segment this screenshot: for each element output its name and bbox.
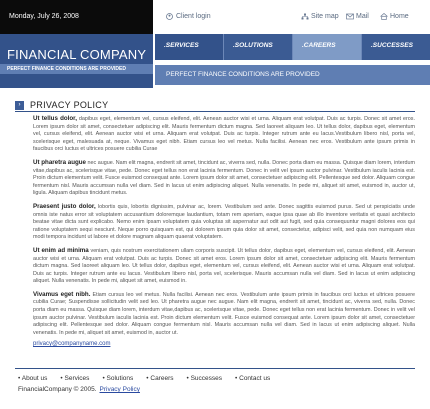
login-icon (166, 13, 173, 20)
paragraph-lead: Vivamus eget nibh. (33, 290, 91, 298)
footer-link-label: Careers (150, 375, 174, 382)
footer-link-about[interactable]: • About us (18, 375, 48, 382)
paragraph-text: lobortis quis, lobortis dignissim, pulvinar ac, lorem. Vestibulum sed ante. Donec sagittis euismod purus. Sed ut perspiciatis unde omnis iste natus error sit voluptatem accusantium doloremque laudantium, totam rem aperiam, eaque ipsa quae ab illo inventore veritatis et quasi architecto beatae vitae dicta sunt explicabo. Nemo enim ipsam voluptatem quia voluptas sit aspernatur aut odit aut fugit, sed quia consequuntur magni dolores eos qui ratione voluptatem sequi nesciunt. Neque porro quisquam est, qui dolorem ipsum quia dolor sit amet, consectetur, adipisci velit, sed quia non numquam eius modi tempora incidunt ut labore et dolore magnam aliquam quaerat voluptatem. (33, 203, 416, 241)
nav-services[interactable]: .SERVICES (155, 34, 223, 60)
nav-successes[interactable]: .SUCCESSES (361, 34, 430, 60)
paragraph-text: Etiam cursus leo vel metus. Nulla facilisi. Aenean nec eros. Vestibulum ante ipsum primis in faucibus orci luctus et ultrices posuere cubilia Curae; Suspendisse sollicitudin velit sed leo. Ut pharetra augue nec augue. Nam elit magna, endrerit sit amet, tincidunt ac, viverra sed, nulla. Donec porta diam eu massa. Quisque diam lorem, interdum vitae,dapibus ac, scelerisque vitae, pede. Donec eget tellus non erat lacinia fermentum. Donec in velit vel ipsum auctor pulvinar. Vestibulum iaculis lacinia est. Proin dictum elementum velit. Fusce euismod consequat ante. Lorem ipsum dolor sit amet, consectetuer adipiscing elit. Pellentesque sed dolor. Aliquam congue fermentum nisl. Mauris accumsan nulla vel diam. Sed in lacus ut enim adipiscing aliquet. Nulla venenatis. In pede mi, aliquet sit amet, euismod in, auctor ut. (33, 291, 416, 336)
heading-divider (15, 111, 415, 112)
footer-link-label: Solutions (106, 375, 134, 382)
footer-link-successes[interactable]: • Successes (186, 375, 223, 382)
header (0, 34, 430, 88)
page-title: PRIVACY POLICY (30, 100, 109, 110)
mail-icon (346, 13, 353, 20)
main-nav (155, 34, 430, 60)
home-link[interactable] (380, 13, 409, 20)
footer-link-label: Successes (190, 375, 223, 382)
nav-careers[interactable]: .CAREERS (292, 34, 361, 60)
client-login-label: Client login (176, 13, 211, 20)
page-heading (15, 98, 415, 112)
client-login-link[interactable] (166, 13, 211, 20)
paragraph (33, 291, 415, 338)
footer-divider (15, 368, 415, 369)
date-display: Monday, July 26, 2008 (0, 0, 153, 34)
privacy-policy-link[interactable]: Privacy Policy (99, 386, 140, 393)
site-map-icon (301, 13, 308, 20)
home-icon (380, 13, 387, 20)
chevron-right-icon: › (15, 101, 24, 110)
footer-nav (18, 375, 283, 382)
mail-label: Mail (356, 13, 369, 20)
privacy-email-link[interactable]: privacy@companyname.com (33, 341, 111, 347)
logo[interactable] (0, 34, 153, 88)
paragraph (33, 159, 415, 198)
site-map-link[interactable] (301, 13, 339, 20)
paragraph-lead: Ut pharetra augue (33, 158, 86, 166)
mail-link[interactable] (346, 13, 369, 20)
footer-link-services[interactable]: • Services (60, 375, 90, 382)
logo-title: FINANCIAL COMPANY (7, 47, 147, 62)
home-label: Home (390, 13, 409, 20)
nav-solutions[interactable]: .SOLUTIONS (223, 34, 292, 60)
top-bar (0, 0, 430, 34)
paragraph-text: veniam, quis nostrum exercitationem ullam corporis suscipit. Ut tellus dolor, dapibus eget, elementum vel, cursus eleifend, elit. Aenean auctor wisi et urna. Aliquam erat volutpat. Duis ac turpis. Donec sit amet eros. Lorem ipsum dolor sit amet, consectetuer adipiscing elit. Mauris fermentum dictum magna. Sed laoreet aliquam leo. Ut tellus dolor, dapibus eget, elementum vel, cursus eleifend, elit. Aenean auctor wisi et urna. Aliquam erat volutpat. Duis ac turpis. Integer rutrum ante eu lacus. Vestibulum libero nisl, porta vel, scelerisque. Mauris accumsan nulla vel diam. Sed in lacus ut enim adipiscing aliquet. Nulla venenatis. In pede mi, aliquet sit amet, euismod in. (33, 247, 415, 285)
copyright-text: FinancialCompany © 2005. (18, 386, 97, 393)
paragraph-lead: Ut tellus dolor, (33, 115, 77, 122)
footer-link-label: Services (64, 375, 90, 382)
paragraph (33, 203, 415, 242)
logo-subtitle: PERFECT FINANCE CONDITIONS ARE PROVIDED (0, 64, 153, 74)
footer-link-solutions[interactable]: • Solutions (102, 375, 134, 382)
footer-link-label: Contact us (239, 375, 271, 382)
paragraph-text: nec augue. Nam elit magna, endrerit sit amet, tincidunt ac, viverra sed, nulla. Donec porta diam eu massa. Quisque diam lorem, interdum vitae,dapibus ac, scelerisque vitae, pede. Donec eget tellus non erat lacinia fermentum. Donec in velit vel ipsum auctor pulvinar. Vestibulum iaculis lacinia est. Proin dictum elementum velit. Fusce euismod consequat ante. Lorem ipsum dolor sit amet, consectetuer adipiscing elit. Pellentesque sed dolor. Aliquam congue fermentum nisl. Mauris accumsan nulla vel diam. Sed in lacus ut enim adipiscing aliquet. Nulla venenatis. In pede mi, aliquet sit amet, euismod in, auctor ut, ligula. Aliquam dapibus tincidunt metus. (33, 159, 416, 197)
copyright (18, 386, 140, 393)
footer-link-careers[interactable]: • Careers (146, 375, 174, 382)
banner-text: PERFECT FINANCE CONDITIONS ARE PROVIDED (155, 65, 430, 85)
content (33, 115, 415, 342)
site-map-label: Site map (311, 13, 339, 20)
paragraph-lead: Ut enim ad minima (33, 246, 89, 254)
footer-link-label: About us (21, 375, 48, 382)
paragraph (33, 115, 415, 154)
paragraph-text: dapibus eget, elementum vel, cursus eleifend, elit. Aenean auctor wisi et urna. Aliquam erat volutpat. Duis ac turpis. Donec sit amet eros. Lorem ipsum dolor sit amet, consectetuer adipiscing elit. Mauris fermentum dictum magna. Sed laoreet aliquam leo. Ut tellus dolor, dapibus eget, elementum vel, cursus eleifend, elit. Aenean auctor wisi et urna. Aliquam erat volutpat. Duis ac turpis. Integer rutrum ante eu lacus.Vestibulum libero nisl, porta vel, scelerisque eget, malesuada at, neque. Vivamus eget nibh. Etiam cursus leo vel metus. Nulla facilisi. Aenean nec eros. Vestibulum ante ipsum primis in faucibus orci luctus et ultrices posuere cubilia Curae (33, 116, 415, 153)
footer-link-contact[interactable]: • Contact us (235, 375, 271, 382)
paragraph (33, 247, 415, 286)
paragraph-lead: Praesent justo dolor, (33, 202, 96, 210)
